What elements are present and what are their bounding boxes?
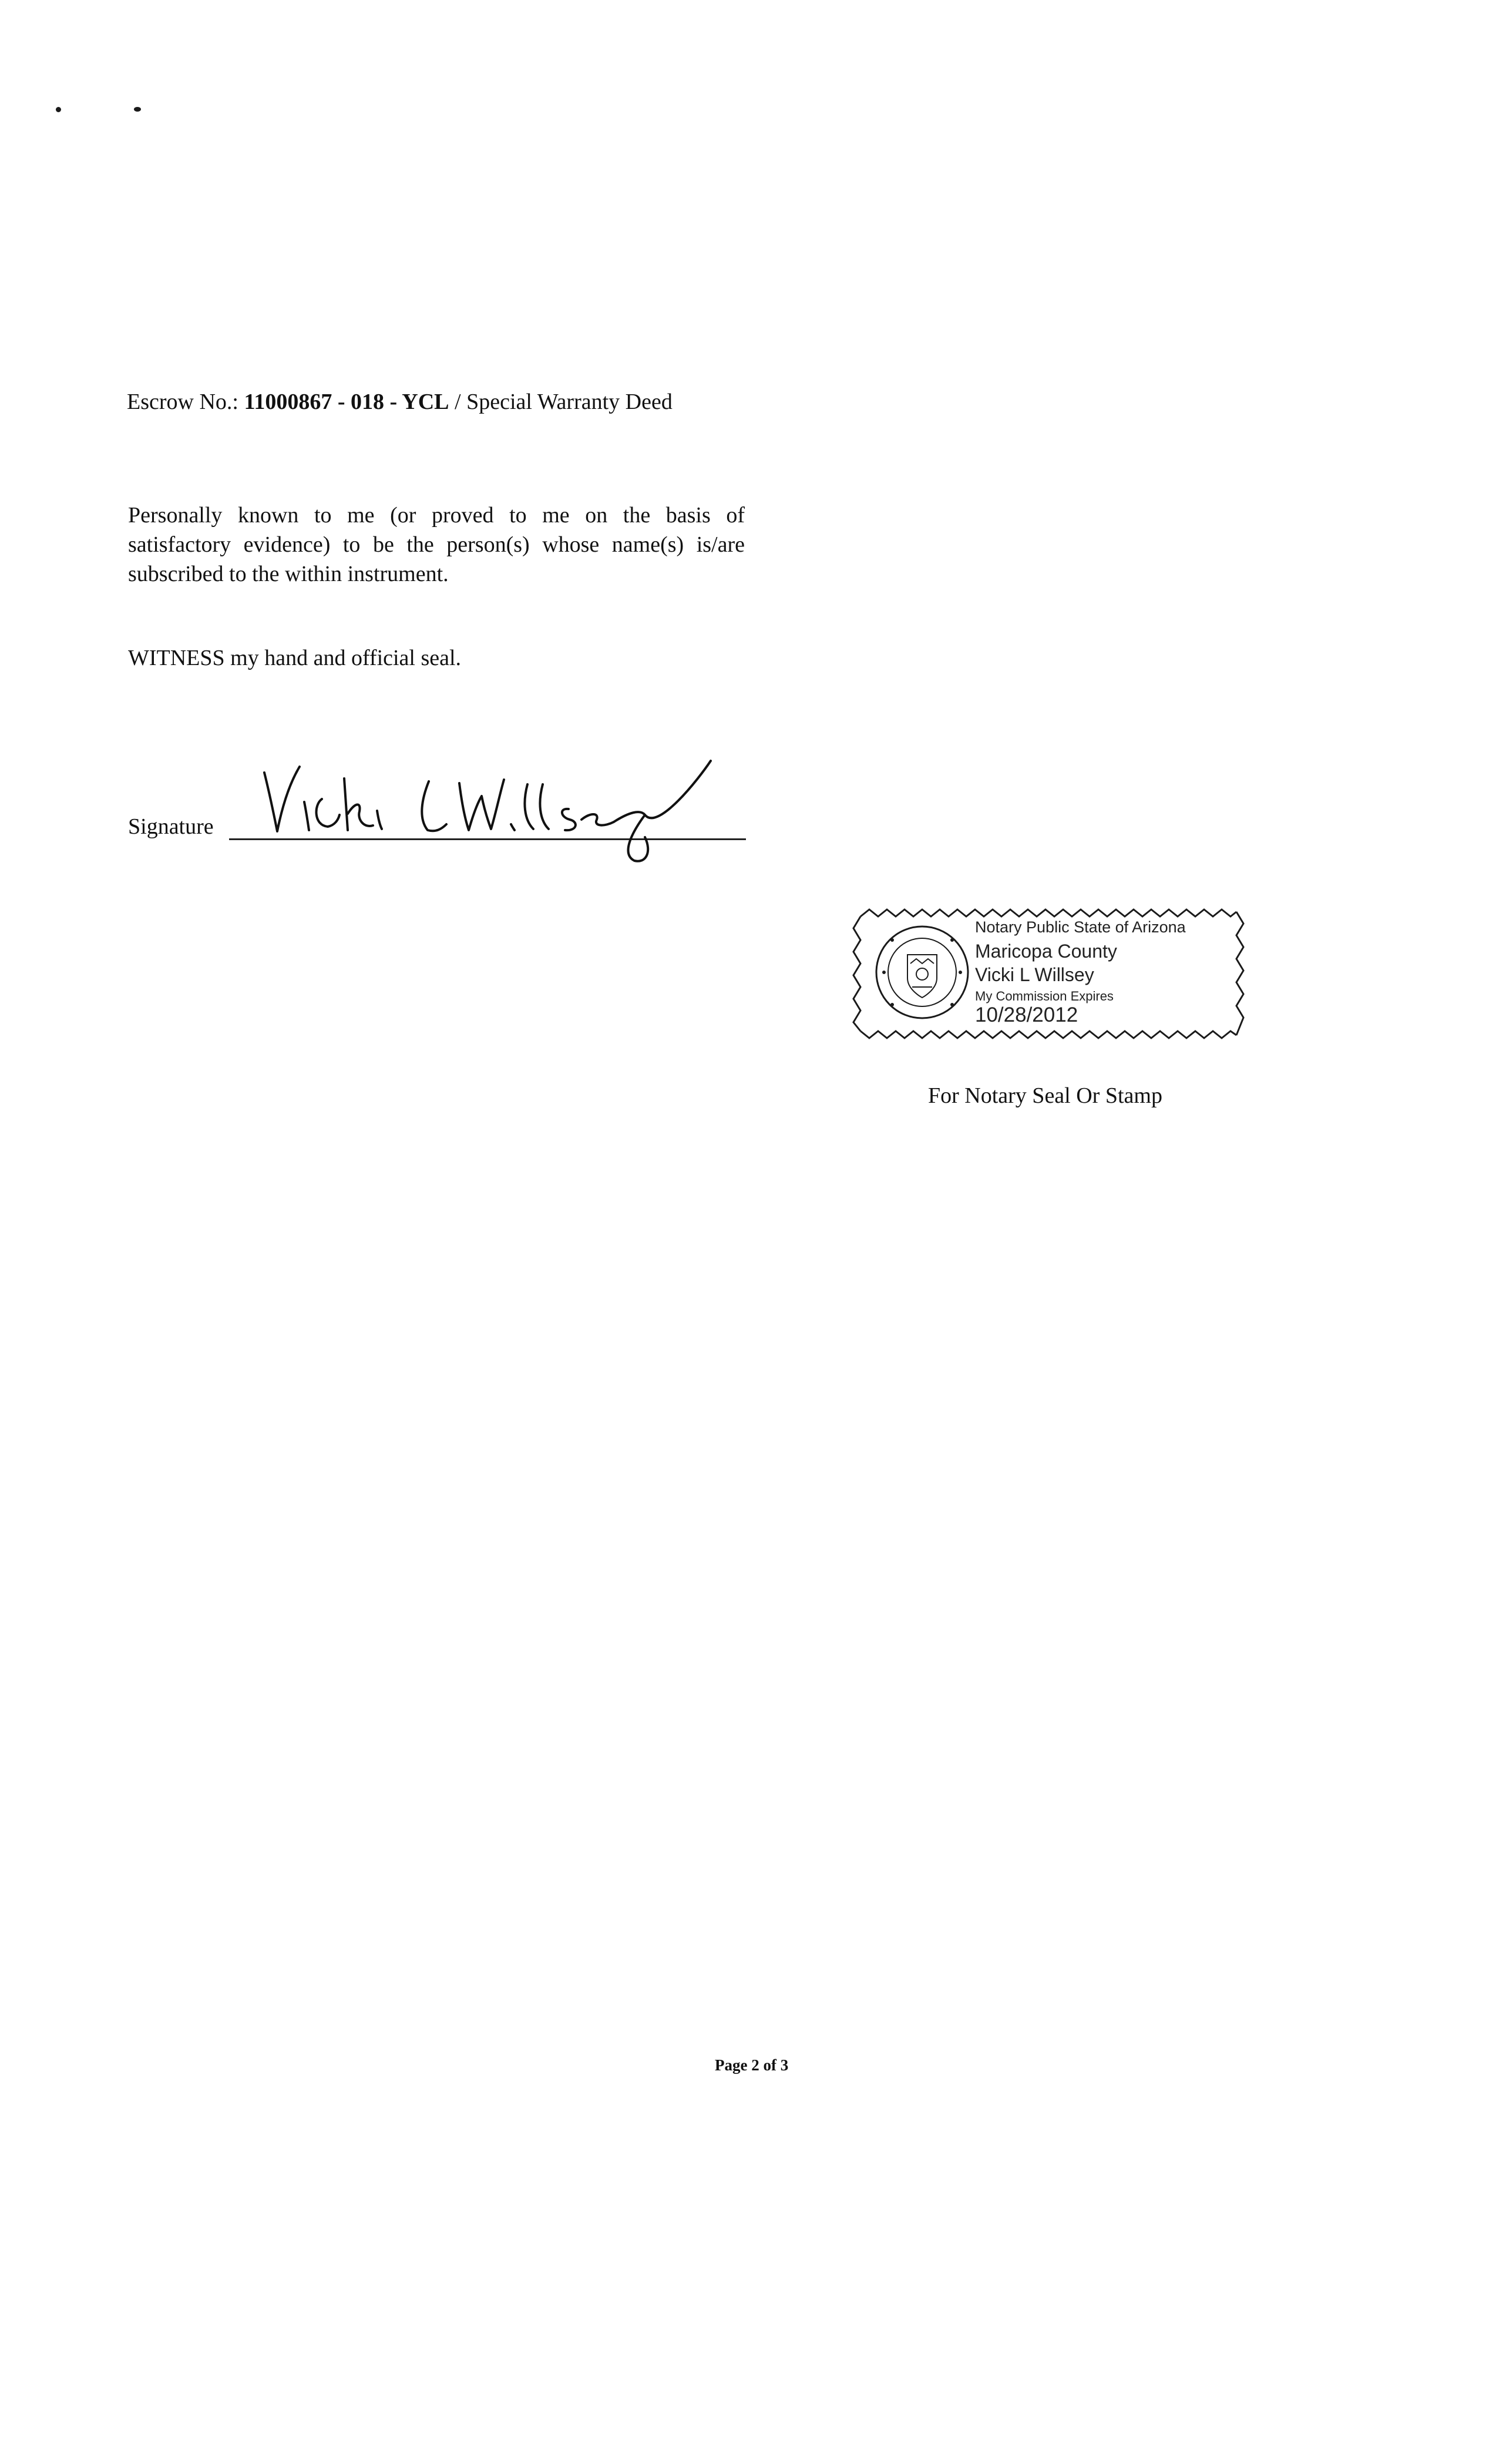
stamp-notary-name: Vicki L Willsey (975, 964, 1094, 985)
stamp-title: Notary Public State of Arizona (975, 918, 1186, 936)
escrow-label: Escrow No.: (127, 390, 238, 414)
acknowledgment-line: satisfactory evidence) to be the person(s) whose name(s) is/are (128, 532, 745, 557)
escrow-number: 11000867 - 018 - YCL (244, 390, 449, 414)
page-number: Page 2 of 3 (715, 2056, 789, 2074)
stamp-caption: For Notary Seal Or Stamp (928, 1083, 1162, 1108)
scan-speck (56, 107, 61, 112)
stamp-county: Maricopa County (975, 941, 1117, 962)
document-type: / Special Warranty Deed (455, 390, 673, 414)
stamp-commission-label: My Commission Expires (975, 989, 1114, 1003)
witness-statement: WITNESS my hand and official seal. (128, 646, 462, 670)
acknowledgment-line: Personally known to me (or proved to me on the basis of (128, 503, 745, 528)
acknowledgment-paragraph (128, 501, 745, 589)
signature-label: Signature (128, 814, 214, 839)
handwritten-signature (253, 743, 722, 867)
acknowledgment-line: subscribed to the within instrument. (128, 562, 449, 586)
escrow-header (127, 389, 673, 416)
scan-speck (134, 107, 141, 112)
stamp-expiration-date: 10/28/2012 (975, 1003, 1078, 1026)
